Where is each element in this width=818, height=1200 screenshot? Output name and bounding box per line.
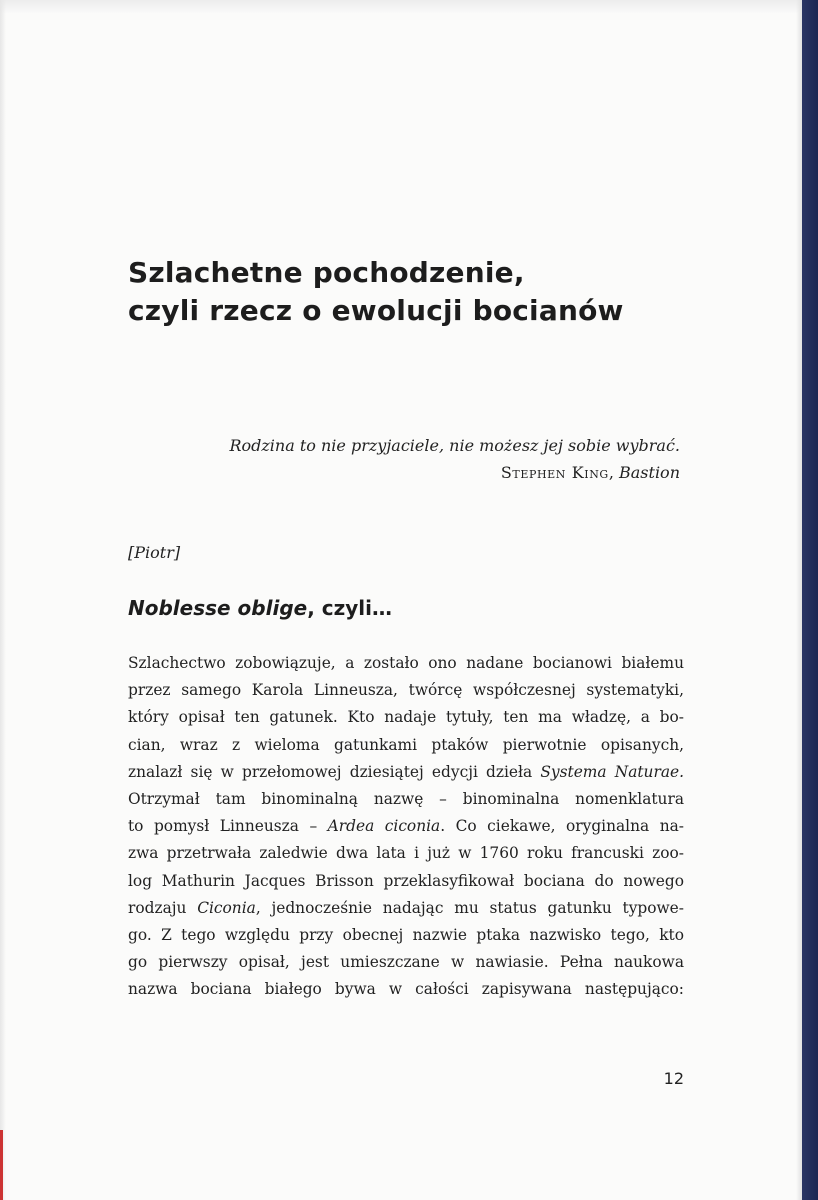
book-title-systema-naturae: Systema Naturae. (540, 762, 685, 781)
species-name-ardea-ciconia: Ardea ciconia (327, 817, 441, 836)
body-line-10-text-c: , jednocześnie nadając mu status gatunku typowe- (255, 898, 684, 917)
body-line-5 (128, 759, 684, 786)
body-line-12: go pierwszy opisał, jest umieszczane w nawiasie. Pełna naukowa (128, 953, 684, 972)
chapter-title-line-2: czyli rzecz o ewolucji bocianów (128, 294, 624, 327)
section-heading-rest: , czyli… (307, 596, 393, 620)
body-line-3: który opisał ten gatunek. Kto nadaje tytuły, ten ma władzę, a bo- (128, 708, 684, 727)
body-line-6: Otrzymał tam binominalną nazwę – binominalna nomenklatura (128, 790, 684, 809)
section-author-tag: [Piotr] (128, 543, 181, 562)
body-line-5-text: znalazł się w przełomowej dziesiątej edycji dzieła (128, 762, 541, 781)
section-heading (128, 593, 392, 623)
body-line-13: nazwa bociana białego bywa w całości zapisywana następująco: (128, 980, 684, 999)
body-line-8: zwa przetrwała zaledwie dwa lata i już w 1760 roku francuski zoo- (128, 844, 684, 863)
epigraph-separator: , (608, 463, 619, 482)
page-number: 12 (663, 1069, 684, 1088)
epigraph-quote: Rodzina to nie przyjaciele, nie możesz jej sobie wybrać. (229, 436, 680, 455)
body-line-1: Szlachectwo zobowiązuje, a zostało ono nadane bocianowi białemu (128, 654, 684, 672)
page-left-red-mark (0, 1130, 3, 1200)
chapter-title (128, 254, 728, 330)
body-line-10-text-a: rodzaju (128, 898, 198, 917)
body-line-4: cian, wraz z wieloma gatunkami ptaków pierwotnie opisanych, (128, 735, 684, 754)
page-top-shadow (0, 0, 818, 14)
chapter-title-line-1: Szlachetne pochodzenie, (128, 256, 525, 289)
section-heading-italic: Noblesse oblige (128, 596, 308, 620)
epigraph-attribution (200, 459, 680, 486)
genus-name-ciconia: Ciconia (197, 898, 256, 917)
body-line-9: log Mathurin Jacques Brisson przeklasyfikował bociana do nowego (128, 871, 684, 890)
body-line-2: przez samego Karola Linneusza, twórcę współczesnej systematyki, (128, 681, 684, 700)
body-line-7-text-c: . Co ciekawe, oryginalna na- (440, 817, 684, 836)
body-line-7-text-a: to pomysł Linneusza – (128, 817, 328, 836)
body-paragraph (128, 650, 684, 1004)
epigraph-author: Stephen King (500, 463, 609, 482)
epigraph-book-title: Bastion (619, 463, 680, 482)
cover-edge (802, 0, 818, 1200)
body-line-11: go. Z tego względu przy obecnej nazwie ptaka nazwisko tego, kto (128, 926, 684, 945)
page-left-edge (0, 0, 6, 1200)
body-line-10 (128, 895, 684, 922)
body-line-7 (128, 813, 684, 840)
epigraph (200, 432, 680, 486)
